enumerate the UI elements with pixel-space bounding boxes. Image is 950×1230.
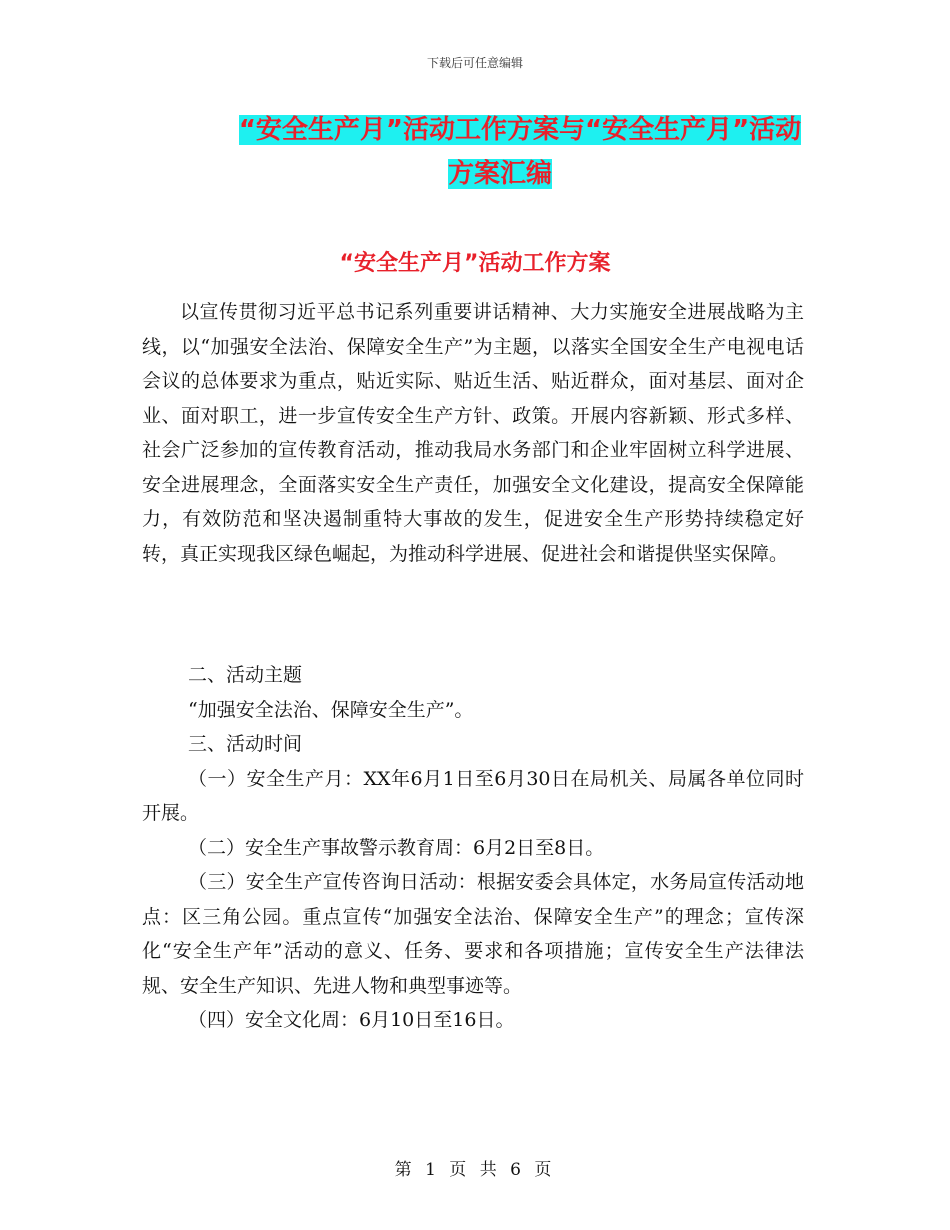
page-footer: 第 1 页 共 6 页 xyxy=(394,1160,556,1180)
title-line-2: 方案汇编 xyxy=(447,159,552,189)
sections-block xyxy=(142,658,804,1038)
theme-heading: 二、活动主题 xyxy=(188,664,303,686)
theme-text: “加强安全法治、保障安全生产”。 xyxy=(188,698,474,721)
time-item-1: （一）安全生产月：XX年6月1日至6月30日在局机关、局属各单位同时开展。 xyxy=(142,767,804,824)
header-note: 下载后可任意编辑 xyxy=(426,56,523,70)
section-title: “安全生产月”活动工作方案 xyxy=(339,251,611,276)
intro-paragraph: 以宣传贯彻习近平总书记系列重要讲话精神、大力实施安全进展战略为主线，以“加强安全法治、保障安全生产”为主题，以落实全国安全生产电视电话会议的总体要求为重点，贴近实际、贴近生活、贴近群众，面对基层、面对企业、面对职工，进一步宣传安全生产方针、政策。开展内容新颖、形式多样、社会广泛参加的宣传教育活动，推动我局水务部门和企业牢固树立科学进展、安全进展理念，全面落实安全生产责任，加强安全文化建设，提高安全保障能力，有效防范和坚决遏制重特大事故的发生，促进安全生产形势持续稳定好转，真正实现我区绿色崛起，为推动科学进展、促进社会和谐提供坚实保障。 xyxy=(142,301,804,565)
document-title xyxy=(150,108,850,196)
time-item-4: （四）安全文化周：6月10日至16日。 xyxy=(188,1009,515,1031)
time-heading: 三、活动时间 xyxy=(188,733,303,755)
time-item-3: （三）安全生产宣传咨询日活动：根据安委会具体定，水务局宣传活动地点：区三角公园。重点宣传“加强安全法治、保障安全生产”的理念；宣传深化“安全生产年”活动的意义、任务、要求和各项措施；宣传安全生产法律法规、安全生产知识、先进人物和典型事迹等。 xyxy=(142,871,804,997)
time-item-2: （二）安全生产事故警示教育周：6月2日至8日。 xyxy=(188,836,605,859)
title-line-1: “安全生产月”活动工作方案与“安全生产月”活动 xyxy=(238,115,802,145)
